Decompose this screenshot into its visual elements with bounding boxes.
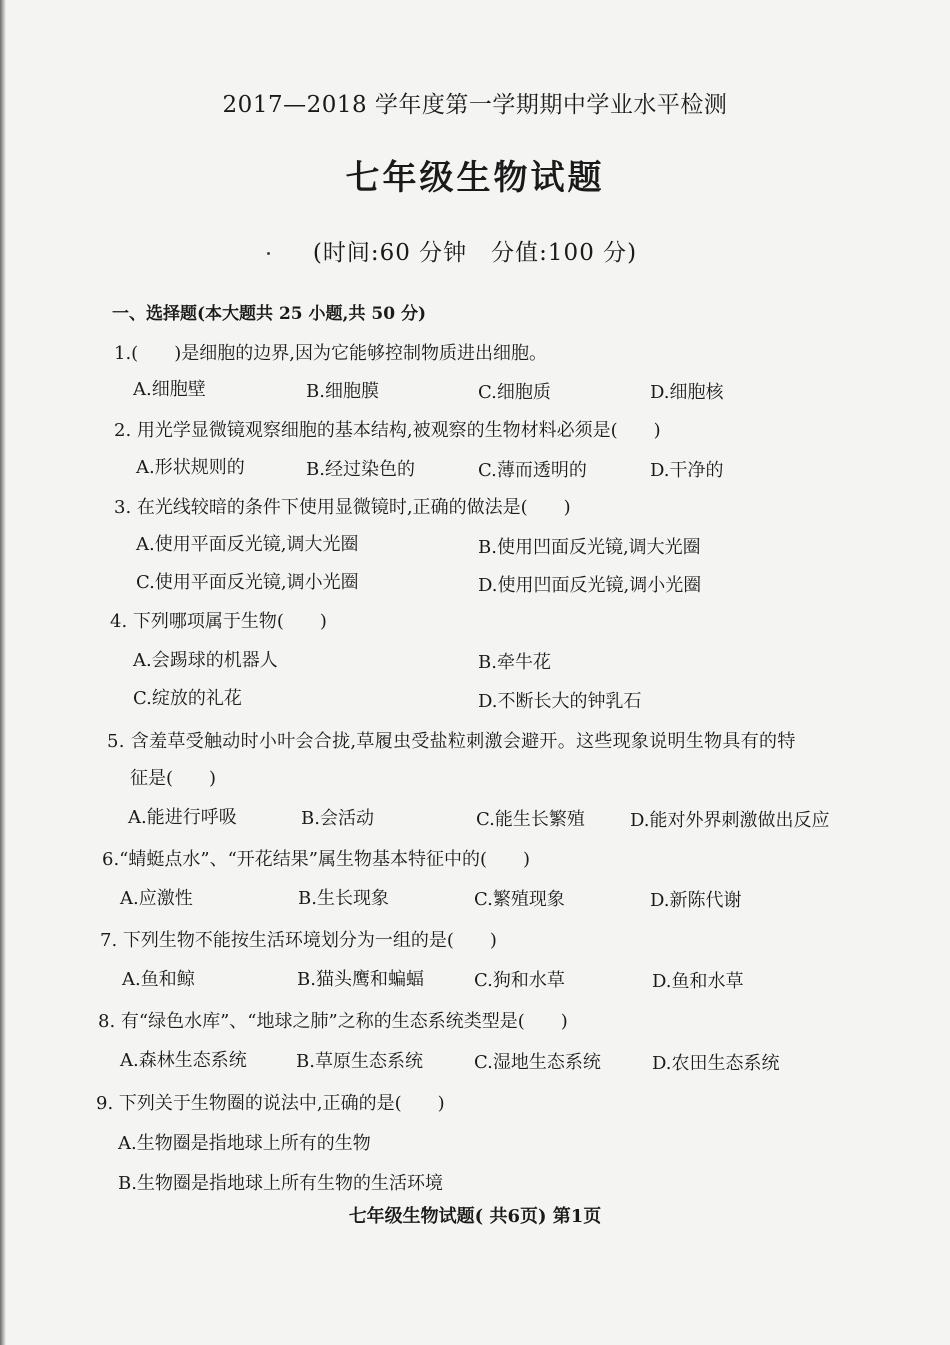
exam-title: 2017—2018 学年度第一学期期中学业水平检测 xyxy=(222,92,728,118)
q7-option-d: D.鱼和水草 xyxy=(652,971,744,992)
q8-option-c: C.湿地生态系统 xyxy=(474,1052,601,1073)
q7-option-b: B.猫头鹰和蝙蝠 xyxy=(297,969,424,990)
scan-edge-shadow xyxy=(0,0,6,1345)
q2-option-c: C.薄而透明的 xyxy=(478,460,587,481)
q3-option-d: D.使用凹面反光镜,调小光圈 xyxy=(478,575,702,596)
q2-option-d: D.干净的 xyxy=(650,460,724,481)
exam-time-score: (时间:60 分钟 分值:100 分) xyxy=(312,240,638,266)
q6-option-b: B.生长现象 xyxy=(298,888,389,909)
q6-option-a: A.应激性 xyxy=(120,888,193,909)
q1-option-a: A.细胞壁 xyxy=(133,379,206,400)
q3-option-b: B.使用凹面反光镜,调大光圈 xyxy=(478,537,701,558)
q1-option-c: C.细胞质 xyxy=(478,382,551,403)
q4-option-a: A.会踢球的机器人 xyxy=(133,650,278,671)
question-3: 3. 在光线较暗的条件下使用显微镜时,正确的做法是( ) xyxy=(114,497,571,518)
q2-option-b: B.经过染色的 xyxy=(306,459,415,480)
q4-option-b: B.牵牛花 xyxy=(478,652,551,673)
q7-option-a: A.鱼和鲸 xyxy=(122,969,195,990)
question-5-continuation: 征是( ) xyxy=(130,768,217,789)
q4-option-c: C.绽放的礼花 xyxy=(133,688,242,709)
question-4: 4. 下列哪项属于生物( ) xyxy=(110,611,327,632)
q3-option-a: A.使用平面反光镜,调大光圈 xyxy=(136,534,359,555)
q5-option-c: C.能生长繁殖 xyxy=(476,809,585,830)
q5-option-b: B.会活动 xyxy=(301,808,374,829)
question-5: 5. 含羞草受触动时小叶会合拢,草履虫受盐粒刺激会避开。这些现象说明生物具有的特 xyxy=(107,731,796,752)
q4-option-d: D.不断长大的钟乳石 xyxy=(478,691,642,712)
q1-option-b: B.细胞膜 xyxy=(306,381,379,402)
q6-option-d: D.新陈代谢 xyxy=(650,890,742,911)
page-footer: 七年级生物试题( 共6页) 第1页 xyxy=(348,1206,602,1227)
q8-option-a: A.森林生态系统 xyxy=(120,1050,247,1071)
question-8: 8. 有“绿色水库”、“地球之肺”之称的生态系统类型是( ) xyxy=(98,1011,568,1032)
q9-option-a: A.生物圈是指地球上所有的生物 xyxy=(118,1133,371,1154)
q5-option-a: A.能进行呼吸 xyxy=(128,807,237,828)
q8-option-b: B.草原生态系统 xyxy=(296,1051,423,1072)
q6-option-c: C.繁殖现象 xyxy=(474,889,565,910)
q9-option-b: B.生物圈是指地球上所有生物的生活环境 xyxy=(118,1173,443,1194)
question-6: 6.“蜻蜓点水”、“开花结果”属生物基本特征中的( ) xyxy=(102,849,531,870)
q3-option-c: C.使用平面反光镜,调小光圈 xyxy=(136,572,359,593)
question-7: 7. 下列生物不能按生活环境划分为一组的是( ) xyxy=(100,930,497,951)
scan-speck xyxy=(267,252,270,255)
q7-option-c: C.狗和水草 xyxy=(474,970,565,991)
q5-option-d-text: D.能对外界刺激做出反应 xyxy=(630,810,830,831)
main-title: 七年级生物试题 xyxy=(345,158,605,198)
q1-option-d: D.细胞核 xyxy=(650,382,724,403)
question-1: 1.( )是细胞的边界,因为它能够控制物质进出细胞。 xyxy=(114,343,547,364)
q8-option-d: D.农田生态系统 xyxy=(652,1053,780,1074)
question-2: 2. 用光学显微镜观察细胞的基本结构,被观察的生物材料必须是( ) xyxy=(114,420,661,441)
section-heading: 一、选择题(本大题共 25 小题,共 50 分) xyxy=(112,304,426,324)
question-9: 9. 下列关于生物圈的说法中,正确的是( ) xyxy=(96,1093,445,1114)
q2-option-a: A.形状规则的 xyxy=(136,457,245,478)
